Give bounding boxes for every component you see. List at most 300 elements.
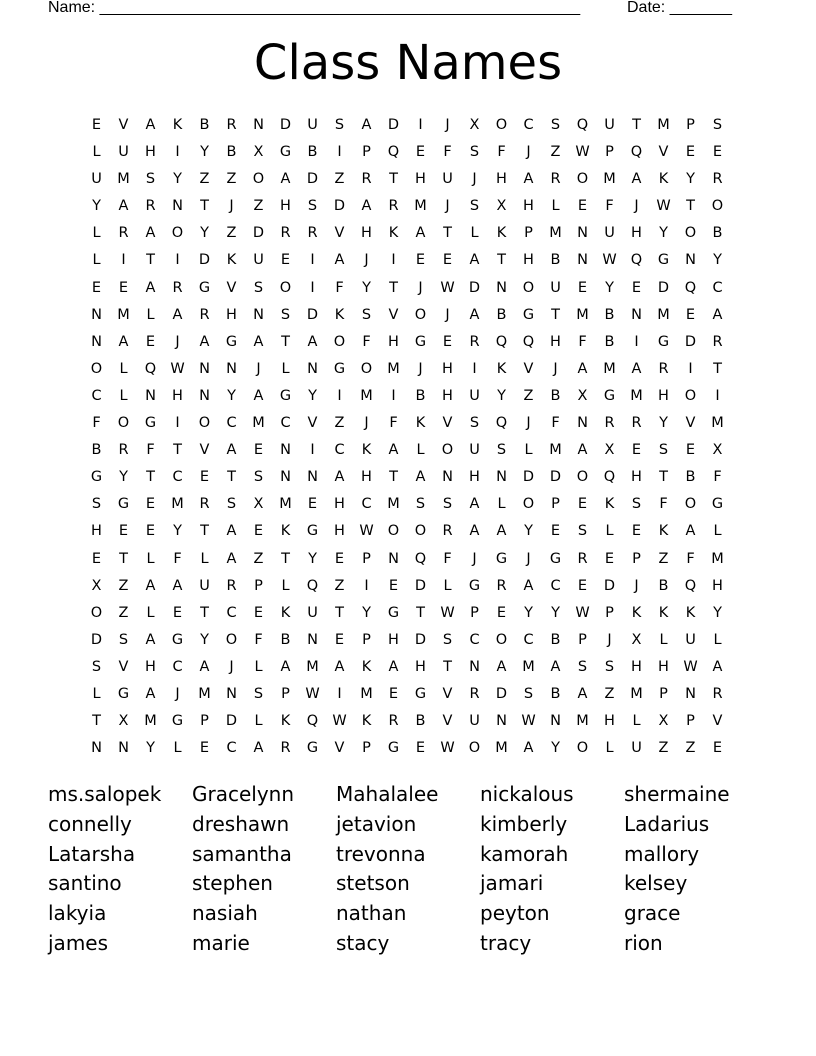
grid-letter: G	[144, 415, 157, 432]
grid-letter: S	[712, 117, 723, 133]
grid-letter: K	[280, 604, 291, 621]
grid-letter: X	[604, 442, 615, 459]
grid-letter: U	[307, 117, 318, 133]
grid-letter: G	[495, 550, 508, 567]
grid-letter: B	[604, 333, 615, 350]
grid-letter: Z	[334, 415, 345, 432]
grid-letter: M	[576, 713, 589, 730]
grid-letter: A	[145, 577, 156, 594]
grid-letter: M	[522, 658, 535, 675]
grid-letter: K	[658, 604, 669, 621]
grid-letter: S	[469, 198, 480, 215]
grid-letter: M	[117, 306, 130, 323]
grid-letter: D	[549, 469, 562, 486]
grid-letter: E	[199, 469, 210, 486]
grid-letter: Y	[605, 279, 614, 296]
grid-letter: O	[414, 523, 427, 540]
word-list-item: jamari	[480, 871, 544, 896]
grid-letter: R	[604, 415, 615, 432]
grid-letter: J	[175, 685, 180, 702]
grid-letter: P	[200, 713, 209, 730]
grid-letter: E	[334, 631, 345, 648]
grid-letter: L	[443, 577, 452, 594]
grid-letter: Z	[253, 550, 264, 567]
grid-letter: S	[145, 171, 156, 188]
grid-letter: J	[526, 144, 531, 161]
grid-letter: G	[306, 740, 319, 757]
grid-letter: E	[631, 279, 642, 296]
grid-letter: M	[279, 496, 292, 513]
grid-letter: S	[604, 658, 615, 675]
grid-letter: D	[387, 117, 400, 133]
grid-letter: A	[577, 685, 588, 702]
grid-letter: L	[632, 713, 641, 730]
grid-letter: S	[280, 306, 291, 323]
grid-letter: A	[118, 198, 129, 215]
grid-letter: B	[712, 225, 723, 242]
grid-letter: R	[118, 442, 129, 459]
grid-letter: H	[145, 144, 156, 161]
grid-letter: K	[496, 225, 507, 242]
grid-letter: L	[497, 496, 506, 513]
grid-letter: D	[414, 577, 427, 594]
grid-letter: Y	[713, 252, 722, 269]
grid-letter: N	[118, 740, 129, 757]
grid-letter: O	[171, 225, 184, 242]
grid-letter: A	[523, 577, 534, 594]
grid-letter: L	[254, 658, 263, 675]
grid-letter: T	[497, 252, 506, 269]
grid-letter: P	[551, 496, 560, 513]
grid-letter: O	[225, 631, 238, 648]
grid-letter: N	[91, 306, 102, 323]
grid-letter: G	[657, 333, 670, 350]
grid-letter: B	[685, 469, 696, 486]
grid-letter: Q	[522, 333, 535, 350]
grid-letter: B	[550, 631, 561, 648]
grid-letter: J	[364, 415, 369, 432]
grid-letter: A	[712, 658, 723, 675]
grid-letter: A	[388, 442, 399, 459]
grid-letter: I	[391, 252, 396, 269]
grid-letter: S	[631, 496, 642, 513]
grid-letter: Z	[334, 577, 345, 594]
grid-letter: I	[310, 279, 315, 296]
grid-letter: P	[686, 713, 695, 730]
grid-letter: D	[333, 198, 346, 215]
grid-letter: R	[712, 171, 723, 188]
grid-letter: F	[497, 144, 506, 161]
grid-letter: R	[280, 740, 291, 757]
grid-letter: X	[253, 144, 264, 161]
grid-letter: N	[685, 685, 696, 702]
grid-letter: T	[443, 225, 452, 242]
grid-letter: A	[469, 306, 480, 323]
grid-letter: Z	[118, 604, 129, 621]
grid-letter: J	[607, 631, 612, 648]
grid-letter: R	[307, 225, 318, 242]
grid-letter: W	[170, 360, 185, 377]
grid-letter: F	[335, 279, 344, 296]
grid-letter: Z	[658, 550, 669, 567]
grid-letter: M	[360, 685, 373, 702]
grid-letter: J	[445, 198, 450, 215]
grid-letter: A	[145, 631, 156, 648]
grid-letter: Y	[308, 550, 317, 567]
word-list-item: Mahalalee	[336, 782, 439, 806]
grid-letter: L	[416, 442, 425, 459]
grid-letter: E	[631, 442, 642, 459]
grid-letter: F	[605, 198, 614, 215]
word-search-grid	[83, 112, 731, 762]
grid-letter: H	[172, 387, 183, 404]
grid-letter: A	[631, 171, 642, 188]
grid-letter: A	[496, 658, 507, 675]
grid-letter: D	[657, 279, 670, 296]
grid-letter: Y	[146, 740, 155, 757]
grid-letter: E	[577, 577, 588, 594]
grid-letter: N	[226, 685, 237, 702]
grid-letter: L	[605, 740, 614, 757]
grid-letter: N	[469, 658, 480, 675]
grid-letter: A	[118, 333, 129, 350]
grid-letter: N	[577, 415, 588, 432]
grid-letter: X	[712, 442, 723, 459]
grid-letter: N	[145, 387, 156, 404]
grid-letter: O	[684, 387, 697, 404]
word-list-item: rion	[624, 930, 663, 955]
grid-letter: L	[659, 631, 668, 648]
grid-letter: P	[605, 144, 614, 161]
word-list-item: james	[48, 930, 109, 955]
grid-letter: F	[146, 442, 155, 459]
grid-letter: R	[631, 415, 642, 432]
grid-letter: R	[658, 360, 669, 377]
grid-letter: E	[253, 604, 264, 621]
grid-letter: T	[92, 713, 101, 730]
grid-letter: I	[715, 387, 720, 404]
grid-letter: I	[175, 144, 180, 161]
grid-letter: G	[387, 604, 400, 621]
grid-letter: K	[658, 523, 669, 540]
grid-letter: A	[334, 252, 345, 269]
grid-letter: C	[712, 279, 723, 296]
grid-letter: V	[334, 225, 345, 242]
word-list-item: connelly	[48, 811, 132, 836]
grid-letter: D	[495, 685, 508, 702]
grid-letter: C	[91, 387, 102, 404]
grid-letter: E	[550, 523, 561, 540]
grid-letter: P	[281, 685, 290, 702]
grid-letter: W	[575, 144, 590, 161]
grid-letter: U	[118, 144, 129, 161]
grid-letter: V	[442, 685, 453, 702]
grid-letter: K	[361, 713, 372, 730]
grid-letter: F	[443, 550, 452, 567]
grid-letter: I	[337, 685, 342, 702]
grid-letter: L	[470, 225, 479, 242]
grid-letter: Y	[659, 415, 668, 432]
grid-letter: F	[362, 333, 371, 350]
grid-letter: T	[686, 198, 695, 215]
grid-letter: B	[280, 631, 291, 648]
grid-letter: M	[144, 713, 157, 730]
grid-letter: T	[713, 360, 722, 377]
grid-letter: A	[469, 496, 480, 513]
grid-letter: H	[631, 658, 642, 675]
grid-letter: A	[199, 333, 210, 350]
grid-letter: U	[469, 387, 480, 404]
grid-letter: H	[91, 523, 102, 540]
grid-letter: G	[657, 252, 670, 269]
word-list-item: stacy	[336, 930, 390, 955]
grid-letter: S	[469, 415, 480, 432]
word-list-item: nathan	[336, 901, 407, 926]
grid-letter: Q	[630, 252, 643, 269]
grid-letter: H	[361, 469, 372, 486]
grid-letter: M	[360, 387, 373, 404]
grid-letter: Q	[144, 360, 157, 377]
grid-letter: W	[521, 713, 536, 730]
grid-letter: E	[145, 496, 156, 513]
grid-letter: A	[388, 658, 399, 675]
grid-letter: S	[442, 496, 453, 513]
grid-letter: O	[387, 523, 400, 540]
grid-letter: W	[575, 604, 590, 621]
grid-letter: C	[334, 442, 345, 459]
grid-letter: Z	[199, 171, 210, 188]
grid-letter: A	[145, 685, 156, 702]
grid-letter: V	[388, 306, 399, 323]
grid-letter: L	[713, 523, 722, 540]
grid-letter: K	[280, 713, 291, 730]
grid-letter: J	[445, 306, 450, 323]
grid-letter: N	[631, 306, 642, 323]
grid-letter: E	[388, 577, 399, 594]
grid-letter: O	[441, 442, 454, 459]
word-list-item: Latarsha	[48, 841, 136, 866]
grid-letter: T	[227, 469, 236, 486]
grid-letter: T	[335, 604, 344, 621]
grid-letter: H	[415, 171, 426, 188]
grid-letter: S	[415, 496, 426, 513]
grid-letter: T	[443, 658, 452, 675]
grid-letter: S	[550, 117, 561, 133]
grid-letter: M	[171, 496, 184, 513]
grid-letter: H	[658, 658, 669, 675]
grid-letter: T	[173, 442, 182, 459]
grid-letter: N	[91, 740, 102, 757]
grid-letter: Y	[362, 279, 371, 296]
grid-letter: K	[685, 604, 696, 621]
grid-letter: B	[550, 252, 561, 269]
grid-letter: Q	[495, 333, 508, 350]
grid-letter: D	[90, 631, 103, 648]
grid-letter: M	[549, 442, 562, 459]
grid-letter: Y	[524, 523, 533, 540]
grid-letter: T	[146, 252, 155, 269]
grid-letter: E	[253, 523, 264, 540]
grid-letter: U	[253, 252, 264, 269]
grid-letter: W	[332, 713, 347, 730]
grid-letter: A	[280, 658, 291, 675]
word-list-item: tracy	[480, 930, 532, 955]
word-list-item: kimberly	[480, 811, 568, 836]
grid-letter: B	[415, 387, 426, 404]
grid-letter: I	[472, 360, 477, 377]
grid-letter: H	[523, 198, 534, 215]
grid-letter: L	[119, 360, 128, 377]
grid-letter: L	[173, 740, 182, 757]
grid-letter: G	[603, 387, 616, 404]
grid-letter: J	[175, 333, 180, 350]
grid-letter: B	[550, 685, 561, 702]
grid-letter: B	[91, 442, 102, 459]
grid-letter: L	[119, 387, 128, 404]
grid-letter: I	[364, 577, 369, 594]
grid-letter: H	[550, 333, 561, 350]
word-list-item: stetson	[336, 871, 410, 896]
grid-letter: B	[226, 144, 237, 161]
word-list-item: samantha	[192, 841, 292, 866]
grid-letter: N	[496, 469, 507, 486]
word-list-item: stephen	[192, 871, 273, 896]
grid-letter: E	[91, 117, 102, 133]
grid-letter: G	[225, 333, 238, 350]
grid-letter: W	[305, 685, 320, 702]
grid-letter: A	[145, 225, 156, 242]
grid-letter: K	[658, 171, 669, 188]
grid-letter: I	[418, 117, 423, 133]
grid-letter: H	[226, 306, 237, 323]
name-field-label: Name: ______________________________________________________	[48, 0, 581, 16]
grid-letter: W	[656, 198, 671, 215]
grid-letter: J	[229, 658, 234, 675]
grid-letter: D	[279, 117, 292, 133]
grid-letter: W	[440, 279, 455, 296]
grid-letter: I	[121, 252, 126, 269]
grid-letter: S	[91, 496, 102, 513]
grid-letter: Y	[200, 225, 209, 242]
grid-letter: X	[577, 387, 588, 404]
grid-letter: A	[685, 523, 696, 540]
grid-letter: D	[306, 171, 319, 188]
grid-letter: Y	[713, 604, 722, 621]
grid-letter: E	[91, 550, 102, 567]
grid-letter: M	[387, 360, 400, 377]
grid-letter: V	[334, 740, 345, 757]
grid-letter: E	[415, 144, 426, 161]
grid-letter: A	[334, 658, 345, 675]
grid-letter: N	[442, 469, 453, 486]
grid-letter: Q	[306, 713, 319, 730]
grid-letter: B	[199, 117, 210, 133]
grid-letter: Y	[119, 469, 128, 486]
grid-letter: M	[117, 171, 130, 188]
grid-letter: E	[685, 442, 696, 459]
grid-letter: K	[361, 658, 372, 675]
grid-letter: Q	[387, 144, 400, 161]
grid-letter: M	[198, 685, 211, 702]
grid-letter: W	[602, 252, 617, 269]
word-list-item: lakyia	[48, 901, 107, 926]
grid-letter: Q	[414, 550, 427, 567]
grid-letter: B	[604, 306, 615, 323]
grid-letter: N	[253, 306, 264, 323]
word-list-item: shermaine	[624, 782, 730, 806]
grid-letter: L	[92, 144, 101, 161]
grid-letter: J	[472, 550, 477, 567]
grid-letter: E	[253, 442, 264, 459]
grid-letter: H	[442, 360, 453, 377]
grid-letter: E	[442, 333, 453, 350]
grid-letter: G	[171, 713, 184, 730]
grid-letter: I	[310, 252, 315, 269]
grid-letter: E	[415, 740, 426, 757]
grid-letter: G	[468, 577, 481, 594]
grid-letter: F	[254, 631, 263, 648]
grid-letter: T	[146, 469, 155, 486]
grid-letter: N	[577, 225, 588, 242]
grid-letter: H	[415, 658, 426, 675]
word-list-item: marie	[192, 930, 250, 955]
grid-letter: E	[604, 550, 615, 567]
grid-letter: G	[279, 144, 292, 161]
grid-letter: E	[307, 496, 318, 513]
grid-letter: G	[171, 631, 184, 648]
word-list-item: peyton	[480, 901, 550, 926]
grid-letter: A	[577, 442, 588, 459]
grid-letter: G	[711, 496, 724, 513]
grid-letter: E	[118, 523, 129, 540]
grid-letter: Q	[576, 117, 589, 133]
grid-letter: K	[496, 360, 507, 377]
grid-letter: Q	[306, 577, 319, 594]
grid-letter: L	[281, 577, 290, 594]
grid-letter: C	[226, 740, 237, 757]
grid-letter: W	[440, 740, 455, 757]
grid-letter: V	[712, 713, 723, 730]
grid-letter: M	[657, 117, 670, 133]
word-list-item: dreshawn	[192, 811, 290, 836]
grid-letter: T	[200, 523, 209, 540]
grid-letter: H	[469, 469, 480, 486]
word-list-item: jetavion	[336, 811, 417, 836]
grid-letter: H	[388, 631, 399, 648]
grid-letter: E	[415, 252, 426, 269]
grid-letter: O	[576, 469, 589, 486]
grid-letter: R	[172, 279, 183, 296]
grid-letter: A	[361, 117, 372, 133]
grid-letter: V	[307, 415, 318, 432]
grid-letter: R	[118, 225, 129, 242]
grid-letter: N	[388, 550, 399, 567]
grid-letter: M	[603, 360, 616, 377]
word-list-item: trevonna	[336, 841, 426, 866]
grid-letter: E	[685, 306, 696, 323]
grid-letter: V	[118, 117, 129, 133]
grid-letter: F	[686, 550, 695, 567]
grid-letter: O	[360, 360, 373, 377]
grid-letter: Y	[497, 387, 506, 404]
grid-letter: S	[253, 685, 264, 702]
grid-letter: Y	[200, 144, 209, 161]
grid-letter: X	[496, 198, 507, 215]
grid-letter: U	[442, 171, 453, 188]
grid-letter: S	[442, 631, 453, 648]
grid-letter: G	[414, 685, 427, 702]
grid-letter: N	[307, 631, 318, 648]
